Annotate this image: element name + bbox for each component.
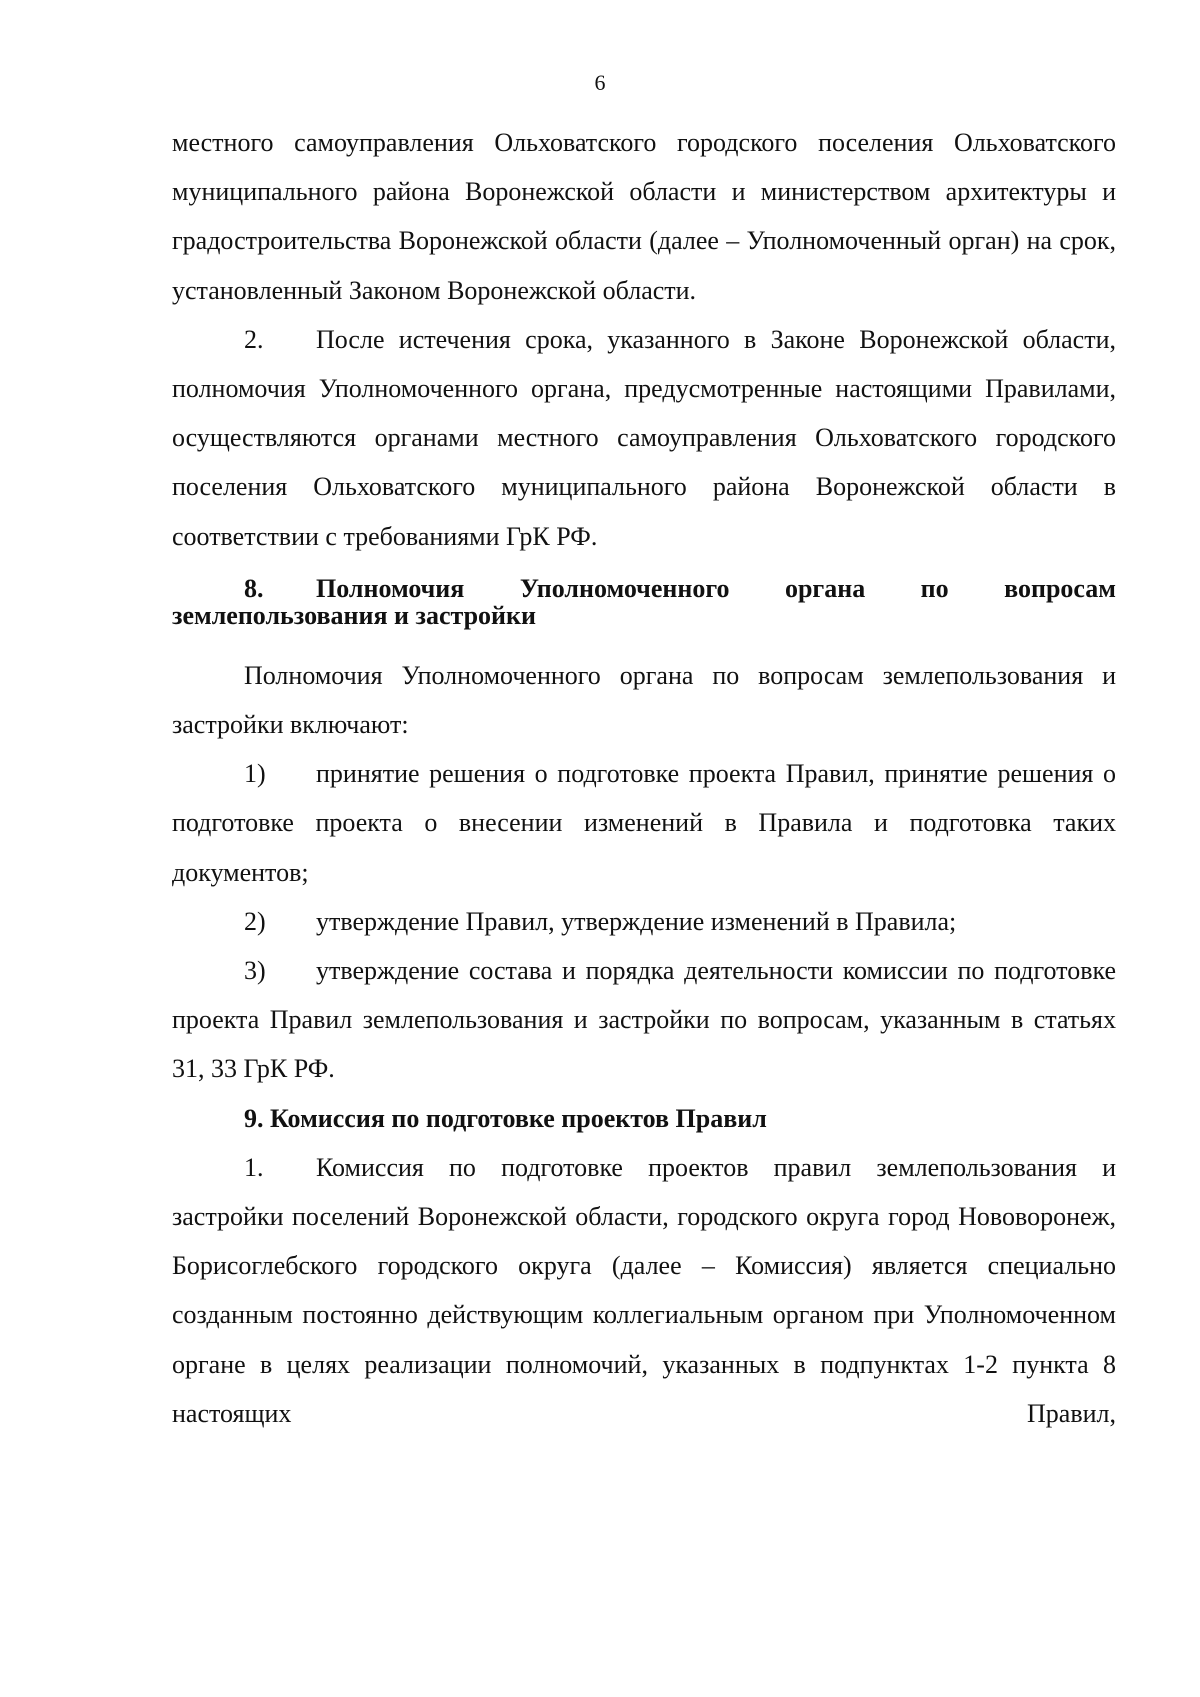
para-0: местного самоуправления Ольховатского городского поселения Ольховатского муниципального района Воронежской области и министерством архитектуры и градостроительства Воронежской области (далее – Уполномоченный орган) на срок, установленный Законом Воронежской области. [172,128,1116,305]
heading-text: Полномочия Уполномоченного органа по вопросам землепользования и застройки [172,573,1116,630]
heading-8 [172,575,1116,629]
item-text: принятие решения о подготовке проекта Правил, принятие решения о подготовке проекта о внесении изменений в Правила и подготовка таких документов; [172,759,1116,887]
item-num: 2. [244,324,264,354]
item-text: После истечения срока, указанного в Законе Воронежской области, полномочия Уполномоченного органа, предусмотренные настоящими Правилами, осуществляются органами местного самоуправления Ольховатского городского поселения Ольховатского муниципального района Воронежской области в соответствии с требованиями ГрК РФ. [172,324,1116,551]
item-num: 1) [244,759,266,789]
para-2: Полномочия Уполномоченного органа по вопросам землепользования и застройки включают: [172,660,1116,740]
item-num: 3) [244,956,266,986]
heading-9: 9. Комиссия по подготовке проектов Правил [244,1103,767,1133]
list-item [172,749,1116,897]
item-text: утверждение Правил, утверждение изменений в Правила; [316,906,957,936]
para-3 [172,1143,1116,1438]
list-item [172,897,1116,946]
heading-num: 8. [244,573,264,603]
page-number: 6 [594,70,606,95]
item-num: 1. [244,1152,264,1182]
doc-body [172,118,1116,1438]
item-num: 2) [244,906,266,936]
item-text: Комиссия по подготовке проектов правил землепользования и застройки поселений Воронежской области, городского округа город Нововоронеж, Борисоглебского городского округа (далее – Комиссия) является специально созданным постоянно действующим коллегиальным органом при Уполномоченном органе в целях реализации полномочий, указанных в подпунктах 1-2 пункта 8 настоящих Правил, [172,1152,1116,1428]
list-item [172,946,1116,1094]
para-1 [172,315,1116,561]
item-text: утверждение состава и порядка деятельности комиссии по подготовке проекта Правил землепользования и застройки по вопросам, указанным в статьях 31, 33 ГрК РФ. [172,956,1116,1084]
